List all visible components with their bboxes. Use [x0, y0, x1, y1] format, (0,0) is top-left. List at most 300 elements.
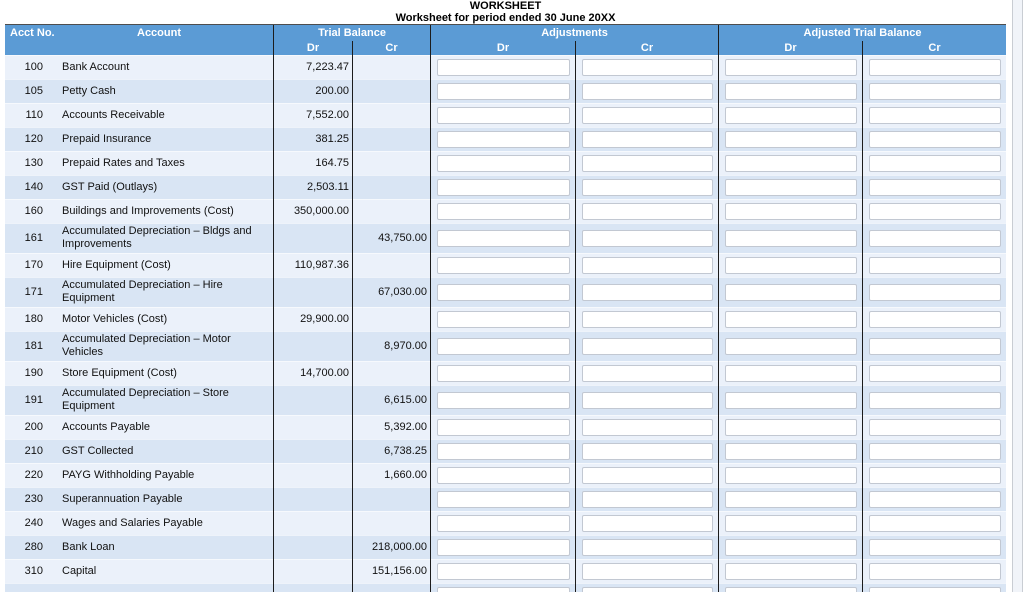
adjustments-cr-cell	[575, 583, 718, 592]
trial-balance-dr-value: 164.75	[273, 151, 352, 175]
trial-balance-cr-value: 218,000.00	[352, 535, 430, 559]
adjustments-cr-input[interactable]	[582, 443, 713, 460]
trial-balance-cr-value	[352, 151, 430, 175]
table-row	[5, 331, 1006, 361]
table-row	[5, 415, 1006, 439]
adjustments-cr-cell	[575, 415, 718, 439]
adjustments-dr-input[interactable]	[437, 59, 570, 76]
trial-balance-dr-value	[273, 223, 352, 253]
adjusted-trial-balance-dr-cell	[718, 439, 862, 463]
adjusted-trial-balance-dr-input[interactable]	[725, 155, 857, 172]
account-number: 100	[24, 61, 43, 73]
adjustments-cr-input[interactable]	[582, 179, 713, 196]
trial-balance-dr-value: 14,700.00	[273, 361, 352, 385]
table-row	[5, 307, 1006, 331]
adjusted-trial-balance-dr-cell	[718, 253, 862, 277]
table-row	[5, 199, 1006, 223]
adjustments-dr-input[interactable]	[437, 563, 570, 580]
adjustments-cr-cell	[575, 559, 718, 583]
adjustments-dr-cell	[430, 439, 575, 463]
adjusted-trial-balance-cr-input[interactable]	[869, 515, 1001, 532]
adjusted-trial-balance-cr-cell	[862, 223, 1006, 253]
adjusted-trial-balance-cr-input[interactable]	[869, 107, 1001, 124]
table-row	[5, 439, 1006, 463]
account-number: 130	[24, 157, 43, 169]
subheader-adjustments-dr: Dr	[430, 41, 575, 55]
adjustments-cr-input[interactable]	[582, 257, 713, 274]
adjusted-trial-balance-cr-cell	[862, 511, 1006, 535]
table-row	[5, 535, 1006, 559]
account-name: Capital	[62, 564, 97, 577]
adjustments-cr-input[interactable]	[582, 563, 713, 580]
table-header	[5, 24, 1006, 55]
subheader-adjusted-dr: Dr	[718, 41, 862, 55]
adjusted-trial-balance-cr-cell	[862, 535, 1006, 559]
adjustments-cr-cell	[575, 253, 718, 277]
trial-balance-dr-value	[273, 277, 352, 307]
adjusted-trial-balance-cr-cell	[862, 307, 1006, 331]
account-name: Petty Cash	[62, 84, 116, 97]
adjusted-trial-balance-dr-cell	[718, 223, 862, 253]
trial-balance-dr-value	[273, 415, 352, 439]
adjusted-trial-balance-cr-cell	[862, 463, 1006, 487]
adjusted-trial-balance-dr-cell	[718, 55, 862, 79]
table-row	[5, 175, 1006, 199]
column-group-adjustments: Adjustments	[430, 25, 718, 41]
table-row	[5, 151, 1006, 175]
adjustments-dr-cell	[430, 559, 575, 583]
table-row	[5, 487, 1006, 511]
adjustments-cr-cell	[575, 307, 718, 331]
subheader-adjustments-cr: Cr	[575, 41, 718, 55]
adjusted-trial-balance-cr-input[interactable]	[869, 230, 1001, 247]
adjusted-trial-balance-cr-input[interactable]	[869, 179, 1001, 196]
adjustments-dr-input[interactable]	[437, 392, 570, 409]
trial-balance-dr-value	[273, 511, 352, 535]
worksheet-table	[5, 24, 1006, 592]
adjustments-dr-cell	[430, 127, 575, 151]
adjusted-trial-balance-dr-input[interactable]	[725, 284, 857, 301]
adjustments-dr-cell	[430, 151, 575, 175]
adjustments-dr-cell	[430, 487, 575, 511]
account-name: Superannuation Payable	[62, 492, 183, 505]
trial-balance-dr-value: 110,987.36	[273, 253, 352, 277]
adjustments-dr-input[interactable]	[437, 257, 570, 274]
trial-balance-cr-value: 5,392.00	[352, 415, 430, 439]
adjusted-trial-balance-dr-input[interactable]	[725, 392, 857, 409]
adjusted-trial-balance-cr-input[interactable]	[869, 563, 1001, 580]
adjusted-trial-balance-cr-cell	[862, 277, 1006, 307]
adjusted-trial-balance-dr-cell	[718, 361, 862, 385]
adjusted-trial-balance-dr-cell	[718, 415, 862, 439]
adjustments-cr-cell	[575, 385, 718, 415]
adjustments-cr-cell	[575, 277, 718, 307]
adjusted-trial-balance-dr-cell	[718, 385, 862, 415]
account-name: Prepaid Insurance	[62, 132, 152, 145]
account-number: 191	[24, 394, 43, 406]
adjustments-dr-cell	[430, 199, 575, 223]
adjusted-trial-balance-dr-input[interactable]	[725, 467, 857, 484]
adjusted-trial-balance-dr-cell	[718, 331, 862, 361]
adjustments-cr-cell	[575, 151, 718, 175]
adjustments-cr-input[interactable]	[582, 419, 713, 436]
adjustments-cr-input[interactable]	[582, 365, 713, 382]
adjusted-trial-balance-dr-input[interactable]	[725, 515, 857, 532]
adjusted-trial-balance-dr-cell	[718, 535, 862, 559]
adjustments-cr-input[interactable]	[582, 338, 713, 355]
trial-balance-cr-value: 8,970.00	[352, 331, 430, 361]
adjustments-dr-cell	[430, 535, 575, 559]
adjustments-cr-input[interactable]	[582, 587, 713, 592]
adjusted-trial-balance-cr-input[interactable]	[869, 311, 1001, 328]
trial-balance-cr-value	[352, 361, 430, 385]
account-number: 105	[24, 85, 43, 97]
adjusted-trial-balance-dr-cell	[718, 583, 862, 592]
account-name: Accumulated Depreciation – Motor Vehicles	[62, 333, 231, 358]
adjusted-trial-balance-cr-input[interactable]	[869, 539, 1001, 556]
adjustments-cr-cell	[575, 79, 718, 103]
account-name: Buildings and Improvements (Cost)	[62, 204, 234, 217]
adjustments-dr-input[interactable]	[437, 491, 570, 508]
adjusted-trial-balance-cr-input[interactable]	[869, 155, 1001, 172]
table-row	[5, 277, 1006, 307]
account-number: 230	[24, 493, 43, 505]
adjusted-trial-balance-dr-input[interactable]	[725, 419, 857, 436]
account-number: 140	[24, 181, 43, 193]
account-number: 310	[24, 565, 43, 577]
adjustments-dr-cell	[430, 277, 575, 307]
adjustments-cr-cell	[575, 487, 718, 511]
table-row	[5, 103, 1006, 127]
adjustments-dr-cell	[430, 463, 575, 487]
adjusted-trial-balance-dr-cell	[718, 307, 862, 331]
adjusted-trial-balance-dr-input[interactable]	[725, 107, 857, 124]
adjusted-trial-balance-cr-input[interactable]	[869, 467, 1001, 484]
trial-balance-dr-value: 350,000.00	[273, 199, 352, 223]
adjustments-dr-input[interactable]	[437, 587, 570, 592]
adjustments-dr-cell	[430, 583, 575, 592]
adjustments-dr-input[interactable]	[437, 284, 570, 301]
trial-balance-dr-value	[273, 535, 352, 559]
adjusted-trial-balance-cr-input[interactable]	[869, 83, 1001, 100]
account-number: 160	[24, 205, 43, 217]
adjustments-cr-cell	[575, 55, 718, 79]
table-row	[5, 559, 1006, 583]
adjustments-dr-cell	[430, 331, 575, 361]
adjustments-dr-input[interactable]	[437, 203, 570, 220]
adjustments-cr-cell	[575, 361, 718, 385]
trial-balance-dr-value: 29,900.00	[273, 307, 352, 331]
adjusted-trial-balance-cr-input[interactable]	[869, 443, 1001, 460]
subheader-adjusted-cr: Cr	[862, 41, 1006, 55]
adjusted-trial-balance-cr-input[interactable]	[869, 284, 1001, 301]
adjustments-dr-cell	[430, 103, 575, 127]
trial-balance-cr-value	[352, 127, 430, 151]
column-header-acct-no: Acct No.	[10, 27, 55, 39]
table-row	[5, 385, 1006, 415]
adjusted-trial-balance-cr-input[interactable]	[869, 365, 1001, 382]
page-header	[5, 1, 1006, 24]
trial-balance-cr-value	[352, 79, 430, 103]
adjusted-trial-balance-dr-cell	[718, 511, 862, 535]
account-name: Prepaid Rates and Taxes	[62, 156, 185, 169]
adjusted-trial-balance-dr-cell	[718, 103, 862, 127]
adjusted-trial-balance-dr-cell	[718, 463, 862, 487]
adjustments-dr-input[interactable]	[437, 515, 570, 532]
account-number: 161	[24, 232, 43, 244]
adjusted-trial-balance-cr-input[interactable]	[869, 203, 1001, 220]
adjustments-dr-input[interactable]	[437, 365, 570, 382]
adjusted-trial-balance-cr-input[interactable]	[869, 338, 1001, 355]
adjustments-dr-input[interactable]	[437, 311, 570, 328]
adjustments-cr-cell	[575, 103, 718, 127]
adjusted-trial-balance-cr-cell	[862, 103, 1006, 127]
adjusted-trial-balance-dr-input[interactable]	[725, 563, 857, 580]
adjustments-dr-input[interactable]	[437, 443, 570, 460]
adjustments-dr-cell	[430, 55, 575, 79]
adjustments-cr-input[interactable]	[582, 230, 713, 247]
account-name: Bank Account	[62, 60, 130, 73]
adjusted-trial-balance-cr-cell	[862, 175, 1006, 199]
page-title: WORKSHEET	[469, 0, 542, 12]
account-name	[45, 583, 273, 592]
adjusted-trial-balance-cr-cell	[862, 331, 1006, 361]
trial-balance-dr-value: 200.00	[273, 79, 352, 103]
adjusted-trial-balance-dr-input[interactable]	[725, 311, 857, 328]
account-number: 220	[24, 469, 43, 481]
adjusted-trial-balance-dr-input[interactable]	[725, 131, 857, 148]
trial-balance-cr-value	[352, 487, 430, 511]
trial-balance-cr-value	[352, 583, 430, 592]
adjusted-trial-balance-cr-cell	[862, 151, 1006, 175]
trial-balance-dr-value	[273, 559, 352, 583]
trial-balance-cr-value: 6,738.25	[352, 439, 430, 463]
adjustments-dr-cell	[430, 79, 575, 103]
adjusted-trial-balance-dr-input[interactable]	[725, 179, 857, 196]
adjustments-cr-cell	[575, 199, 718, 223]
adjusted-trial-balance-cr-input[interactable]	[869, 59, 1001, 76]
trial-balance-cr-value	[352, 253, 430, 277]
trial-balance-cr-value	[352, 511, 430, 535]
adjustments-cr-input[interactable]	[582, 203, 713, 220]
trial-balance-dr-value: 7,552.00	[273, 103, 352, 127]
account-name: Store Equipment (Cost)	[62, 366, 177, 379]
account-name: Bank Loan	[62, 540, 115, 553]
adjusted-trial-balance-dr-input[interactable]	[725, 491, 857, 508]
subheader-trial-balance-dr: Dr	[273, 41, 352, 55]
adjusted-trial-balance-dr-input[interactable]	[725, 83, 857, 100]
adjusted-trial-balance-dr-input[interactable]	[725, 338, 857, 355]
adjustments-cr-input[interactable]	[582, 515, 713, 532]
account-number: 210	[24, 445, 43, 457]
account-name: Hire Equipment (Cost)	[62, 258, 171, 271]
adjustments-cr-input[interactable]	[582, 539, 713, 556]
adjustments-cr-input[interactable]	[582, 311, 713, 328]
adjusted-trial-balance-dr-input[interactable]	[725, 587, 857, 592]
adjusted-trial-balance-dr-cell	[718, 127, 862, 151]
trial-balance-dr-value	[273, 487, 352, 511]
account-name: Wages and Salaries Payable	[62, 516, 203, 529]
trial-balance-dr-value	[273, 385, 352, 415]
adjustments-dr-input[interactable]	[437, 230, 570, 247]
adjustments-cr-cell	[575, 439, 718, 463]
adjusted-trial-balance-cr-cell	[862, 385, 1006, 415]
adjusted-trial-balance-cr-cell	[862, 415, 1006, 439]
adjustments-dr-input[interactable]	[437, 155, 570, 172]
table-row	[5, 253, 1006, 277]
account-number: 181	[24, 340, 43, 352]
trial-balance-dr-value	[273, 331, 352, 361]
adjustments-cr-input[interactable]	[582, 284, 713, 301]
adjustments-dr-cell	[430, 511, 575, 535]
adjusted-trial-balance-cr-input[interactable]	[869, 491, 1001, 508]
adjustments-dr-cell	[430, 253, 575, 277]
account-name: GST Collected	[62, 444, 134, 457]
table-row	[5, 223, 1006, 253]
trial-balance-dr-value: 2,503.11	[273, 175, 352, 199]
adjustments-dr-input[interactable]	[437, 338, 570, 355]
adjustments-dr-input[interactable]	[437, 83, 570, 100]
account-name: PAYG Withholding Payable	[62, 468, 195, 481]
adjustments-cr-cell	[575, 127, 718, 151]
adjustments-cr-cell	[575, 223, 718, 253]
adjustments-dr-cell	[430, 223, 575, 253]
adjusted-trial-balance-cr-cell	[862, 583, 1006, 592]
table-row	[5, 511, 1006, 535]
adjusted-trial-balance-dr-cell	[718, 175, 862, 199]
adjustments-cr-input[interactable]	[582, 107, 713, 124]
table-row	[5, 55, 1006, 79]
account-name: Motor Vehicles (Cost)	[62, 312, 168, 325]
trial-balance-cr-value	[352, 175, 430, 199]
adjusted-trial-balance-dr-input[interactable]	[725, 257, 857, 274]
adjusted-trial-balance-dr-cell	[718, 151, 862, 175]
adjustments-cr-input[interactable]	[582, 83, 713, 100]
adjustments-cr-cell	[575, 331, 718, 361]
adjusted-trial-balance-dr-input[interactable]	[725, 203, 857, 220]
table-row	[5, 79, 1006, 103]
adjusted-trial-balance-cr-input[interactable]	[869, 419, 1001, 436]
account-number: 110	[25, 109, 43, 121]
table-body	[5, 55, 1006, 592]
adjusted-trial-balance-dr-cell	[718, 199, 862, 223]
adjustments-cr-input[interactable]	[582, 131, 713, 148]
trial-balance-cr-value	[352, 199, 430, 223]
adjustments-dr-cell	[430, 175, 575, 199]
adjustments-dr-input[interactable]	[437, 539, 570, 556]
adjustments-cr-input[interactable]	[582, 155, 713, 172]
adjustments-cr-cell	[575, 535, 718, 559]
adjusted-trial-balance-dr-cell	[718, 487, 862, 511]
column-header-account: Account	[137, 27, 181, 39]
account-name: Accumulated Depreciation – Store Equipment	[62, 387, 229, 412]
trial-balance-dr-value	[273, 439, 352, 463]
adjusted-trial-balance-cr-cell	[862, 559, 1006, 583]
adjustments-dr-input[interactable]	[437, 179, 570, 196]
adjusted-trial-balance-dr-input[interactable]	[725, 365, 857, 382]
trial-balance-dr-value: 7,223.47	[273, 55, 352, 79]
table-row	[5, 361, 1006, 385]
adjustments-dr-cell	[430, 385, 575, 415]
subheader-trial-balance-cr: Cr	[352, 41, 430, 55]
adjusted-trial-balance-dr-input[interactable]	[725, 539, 857, 556]
adjusted-trial-balance-cr-input[interactable]	[869, 257, 1001, 274]
account-number: 280	[24, 541, 43, 553]
adjustments-dr-input[interactable]	[437, 467, 570, 484]
adjusted-trial-balance-cr-cell	[862, 253, 1006, 277]
adjusted-trial-balance-dr-cell	[718, 277, 862, 307]
adjusted-trial-balance-cr-cell	[862, 127, 1006, 151]
account-number: 190	[24, 367, 43, 379]
table-row	[5, 463, 1006, 487]
adjustments-dr-cell	[430, 307, 575, 331]
account-name: Accounts Receivable	[62, 108, 165, 121]
adjustments-dr-input[interactable]	[437, 131, 570, 148]
adjusted-trial-balance-cr-input[interactable]	[869, 392, 1001, 409]
column-group-adjusted-trial-balance: Adjusted Trial Balance	[718, 25, 1006, 41]
adjustments-cr-cell	[575, 175, 718, 199]
adjusted-trial-balance-cr-cell	[862, 439, 1006, 463]
adjustments-cr-input[interactable]	[582, 59, 713, 76]
table-row	[5, 583, 1006, 592]
trial-balance-cr-value: 43,750.00	[352, 223, 430, 253]
adjusted-trial-balance-dr-input[interactable]	[725, 59, 857, 76]
adjusted-trial-balance-cr-input[interactable]	[869, 587, 1001, 592]
adjusted-trial-balance-dr-input[interactable]	[725, 230, 857, 247]
adjusted-trial-balance-dr-input[interactable]	[725, 443, 857, 460]
adjustments-dr-cell	[430, 361, 575, 385]
account-number: 240	[24, 517, 43, 529]
page-subtitle: Worksheet for period ended 30 June 20XX	[395, 11, 616, 24]
adjusted-trial-balance-cr-cell	[862, 199, 1006, 223]
trial-balance-dr-value: 381.25	[273, 127, 352, 151]
adjusted-trial-balance-dr-cell	[718, 79, 862, 103]
account-name: Accounts Payable	[62, 420, 151, 433]
account-name: Accumulated Depreciation – Hire Equipment	[62, 279, 223, 304]
account-name: Accumulated Depreciation – Bldgs and Improvements	[62, 225, 252, 250]
adjusted-trial-balance-cr-cell	[862, 79, 1006, 103]
adjustments-dr-input[interactable]	[437, 107, 570, 124]
adjustments-dr-input[interactable]	[437, 419, 570, 436]
adjustments-cr-input[interactable]	[582, 392, 713, 409]
adjustments-cr-input[interactable]	[582, 491, 713, 508]
account-number: 200	[24, 421, 43, 433]
vertical-scrollbar[interactable]	[1012, 0, 1023, 592]
adjustments-cr-cell	[575, 511, 718, 535]
column-group-trial-balance: Trial Balance	[273, 25, 430, 41]
account-number: 120	[24, 133, 43, 145]
adjusted-trial-balance-cr-cell	[862, 487, 1006, 511]
trial-balance-cr-value: 6,615.00	[352, 385, 430, 415]
adjusted-trial-balance-cr-cell	[862, 55, 1006, 79]
adjustments-cr-cell	[575, 463, 718, 487]
adjusted-trial-balance-cr-cell	[862, 361, 1006, 385]
trial-balance-cr-value: 67,030.00	[352, 277, 430, 307]
trial-balance-cr-value	[352, 55, 430, 79]
trial-balance-cr-value: 151,156.00	[352, 559, 430, 583]
account-number: 170	[24, 259, 43, 271]
account-number: 171	[24, 286, 43, 298]
account-number: 180	[24, 313, 43, 325]
adjustments-cr-input[interactable]	[582, 467, 713, 484]
account-number	[5, 583, 45, 592]
trial-balance-cr-value	[352, 307, 430, 331]
adjusted-trial-balance-dr-cell	[718, 559, 862, 583]
adjustments-dr-cell	[430, 415, 575, 439]
trial-balance-dr-value	[273, 583, 352, 592]
trial-balance-cr-value	[352, 103, 430, 127]
adjusted-trial-balance-cr-input[interactable]	[869, 131, 1001, 148]
